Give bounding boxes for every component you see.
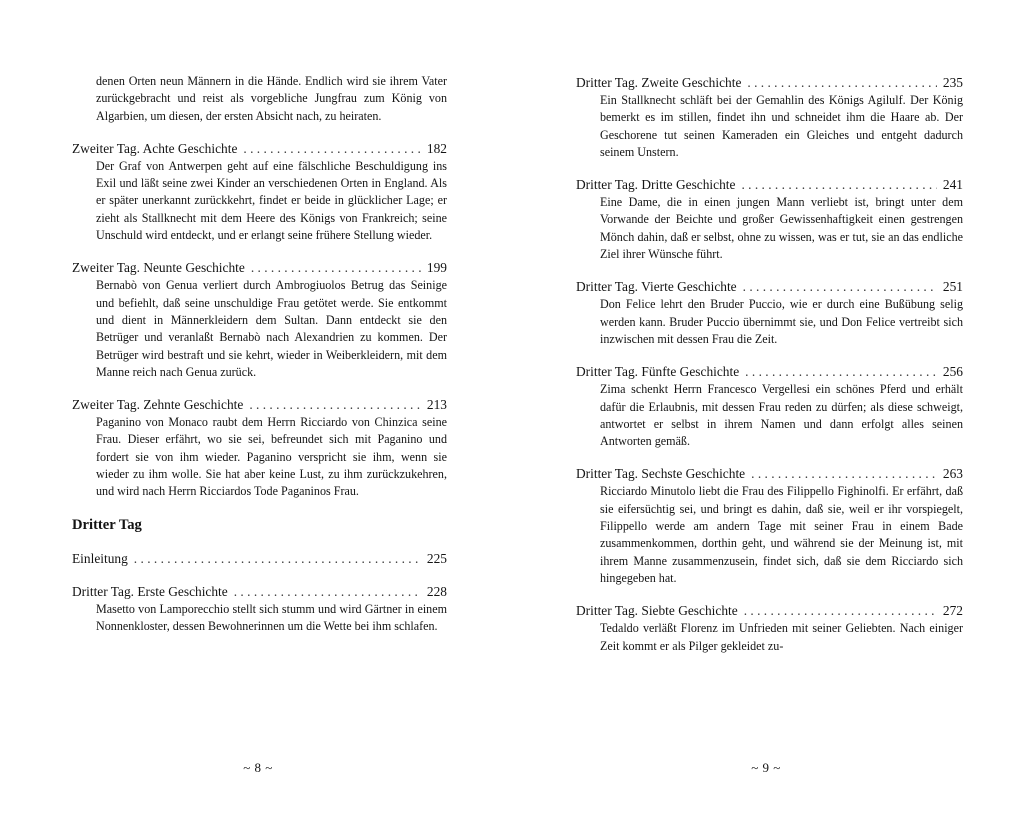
dot-leader <box>751 464 937 483</box>
toc-entry-title: Dritter Tag. Erste Geschichte <box>72 583 228 599</box>
toc-entry[interactable] <box>576 601 963 655</box>
dot-leader <box>747 73 937 92</box>
toc-entry-summary: Paganino von Monaco raubt dem Herrn Ricciardo von Chinzica seine Frau. Dieser erfährt, wo sie sei, befreundet sich mit Paganino und fordert sie von ihm wieder. Paganino verspricht sie ihm, wenn sie wieder zu ihm wolle. Sie hat aber keine Lust, zu ihm zurückzukehren, und wird nach Herrn Ricciardos Tode Paganinos Frau. <box>96 415 447 499</box>
dot-leader <box>744 601 937 620</box>
toc-entry-title: Einleitung <box>72 550 128 566</box>
toc-entry-heading <box>576 277 963 296</box>
toc-entry-page-number: 251 <box>942 279 963 295</box>
toc-entry-page-number: 235 <box>942 75 963 90</box>
toc-entry-title: Dritter Tag. Fünfte Geschichte <box>576 364 740 380</box>
dot-leader <box>234 582 421 601</box>
toc-entry-page-number: 199 <box>426 260 447 276</box>
toc-entry-title: Dritter Tag. Zweite Geschichte <box>576 75 742 90</box>
toc-entry-heading <box>576 601 963 620</box>
toc-entry-heading <box>576 175 963 194</box>
toc-entry-summary: Ricciardo Minutolo liebt die Frau des Filippello Fighinolfi. Er erfährt, daß sie eifersüchtig sei, und bringt es dahin, daß sie, weil er ihr vorspiegelt, Filippello werde am andern Tage mit seiner Frau in einem Bade zusammenkommen, dorthin geht, und während sie der Meinung ist, mit ihrem Manne zusammenzusein, findet sich, daß sie dem Ricciardo sich hingegeben hat. <box>600 484 963 585</box>
dot-leader <box>251 258 421 277</box>
toc-entry-heading <box>72 258 447 277</box>
toc-entry-page-number: 272 <box>942 603 963 619</box>
toc-entry-title: Dritter Tag. Dritte Geschichte <box>576 177 736 193</box>
right-page <box>510 0 1020 826</box>
toc-entry-page-number: 228 <box>426 583 447 599</box>
toc-entry-title: Dritter Tag. Vierte Geschichte <box>576 279 737 295</box>
toc-entry[interactable] <box>72 395 447 500</box>
toc-entry-page-number: 241 <box>942 177 963 193</box>
page-number-footer: ~ 9 ~ <box>751 760 781 775</box>
toc-entry-title: Dritter Tag. Sechste Geschichte <box>576 466 746 482</box>
toc-entry[interactable] <box>576 175 963 263</box>
toc-entry-summary: Tedaldo verläßt Florenz im Unfrieden mit seiner Geliebten. Nach einiger Zeit kommt er als Pilger gekleidet zu- <box>600 621 963 653</box>
dot-leader <box>741 175 936 194</box>
toc-entry-page-number: 256 <box>942 364 963 380</box>
toc-entry-summary: Masetto von Lamporecchio stellt sich stumm und wird Gärtner in einem Nonnenkloster, dessen Bewohnerinnen um die Wette bei ihm schlafen. <box>96 601 447 633</box>
dot-leader <box>134 549 421 568</box>
toc-entry[interactable] <box>72 582 447 636</box>
continued-summary: denen Orten neun Männern in die Hände. Endlich wird sie ihrem Vater zurückgebracht und reist als vorgebliche Jungfrau zum König von Algarbien, um diesen, der ersten Absicht nach, zu heiraten. <box>96 74 447 123</box>
toc-entry-summary: Zima schenkt Herrn Francesco Vergellesi ein schönes Pferd und erhält dafür die Erlaubnis, mit dessen Frau reden zu dürfen; als diese schweigt, antwortet er selbst in ihrem Namen und dann erfolgt alles seinen Antworten gemäß. <box>600 382 963 449</box>
toc-entry-page-number: 263 <box>942 466 963 482</box>
toc-entry[interactable] <box>576 362 963 450</box>
toc-entry-heading <box>576 464 963 483</box>
toc-entry-title: Dritter Tag. Siebte Geschichte <box>576 603 738 619</box>
toc-entry-heading <box>72 582 447 601</box>
toc-entry-heading <box>576 73 963 92</box>
toc-entry-title: Zweiter Tag. Achte Geschichte <box>72 140 238 156</box>
toc-entry-summary: Ein Stallknecht schläft bei der Gemahlin des Königs Agilulf. Der König bemerkt es im stillen, findet ihn und schneidet ihm die Haare ab. Der Geschorene tut seinen Kameraden ein Gleiches und entgeht dadurch seinem Unstern. <box>600 93 963 159</box>
toc-entry-summary: Don Felice lehrt den Bruder Puccio, wie er durch eine Bußübung selig werden kann. Bruder Puccio übernimmt sie, und Don Felice vertreibt sich inzwischen mit dessen Frau die Zeit. <box>600 297 963 346</box>
toc-entry-summary: Bernabò von Genua verliert durch Ambrogiuolos Betrug das Seinige und befiehlt, daß seine unschuldige Frau getötet werde. Sie entkommt und dient in Männerkleidern dem Sultan. Dann entdeckt sie den Betrüger und veranlaßt Bernabò nach Alexandrien zu kommen. Der Betrüger wird bestraft und sie kehrt, wieder in Weiberkleidern, mit dem Manne reich nach Genua zurück. <box>96 278 447 379</box>
continued-summary-entry <box>72 73 447 125</box>
right-toc-column <box>576 73 963 669</box>
toc-entry[interactable] <box>576 277 963 348</box>
dot-leader <box>243 139 421 158</box>
left-toc-column <box>72 73 447 649</box>
toc-entry-title: Zweiter Tag. Zehnte Geschichte <box>72 397 244 413</box>
toc-entry[interactable] <box>576 464 963 587</box>
toc-entry-page-number: 213 <box>426 397 447 413</box>
toc-entry-heading <box>576 362 963 381</box>
toc-entry-title: Zweiter Tag. Neunte Geschichte <box>72 260 245 276</box>
toc-entry-page-number: 182 <box>426 140 447 156</box>
toc-entry[interactable] <box>576 73 963 161</box>
toc-entry-heading <box>72 395 447 414</box>
toc-entry[interactable] <box>72 258 447 381</box>
toc-entry-heading <box>72 139 447 158</box>
toc-entry-summary: Der Graf von Antwerpen geht auf eine fälschliche Beschuldigung ins Exil und läßt seine zwei Kinder an verschiedenen Orten in England. Als er später unerkannt zurückkehrt, findet er beide in glücklicher Lage; er zieht als Stallknecht mit dem Heere des Königs von Frankreich; seine Unschuld wird entdeckt, und er erlangt seine frühere Stellung wieder. <box>96 158 447 243</box>
toc-entry-intro[interactable] <box>72 549 447 568</box>
toc-entry-page-number: 225 <box>426 550 447 566</box>
dot-leader <box>743 277 937 296</box>
toc-entry[interactable] <box>72 139 447 244</box>
dot-leader <box>249 395 421 414</box>
dot-leader <box>745 362 937 381</box>
page-number-footer: ~ 8 ~ <box>243 760 273 775</box>
toc-entry-summary: Eine Dame, die in einen jungen Mann verliebt ist, bringt unter dem Vorwande der Beichte und großer Gewissenhaftigkeit einen gestrengen Mönch dahin, daß er selbst, ohne zu wissen, was er tut, sie an das endliche Ziel ihrer Wünsche führt. <box>600 195 963 262</box>
section-heading: Dritter Tag <box>72 516 142 533</box>
toc-entry-heading <box>72 549 447 568</box>
